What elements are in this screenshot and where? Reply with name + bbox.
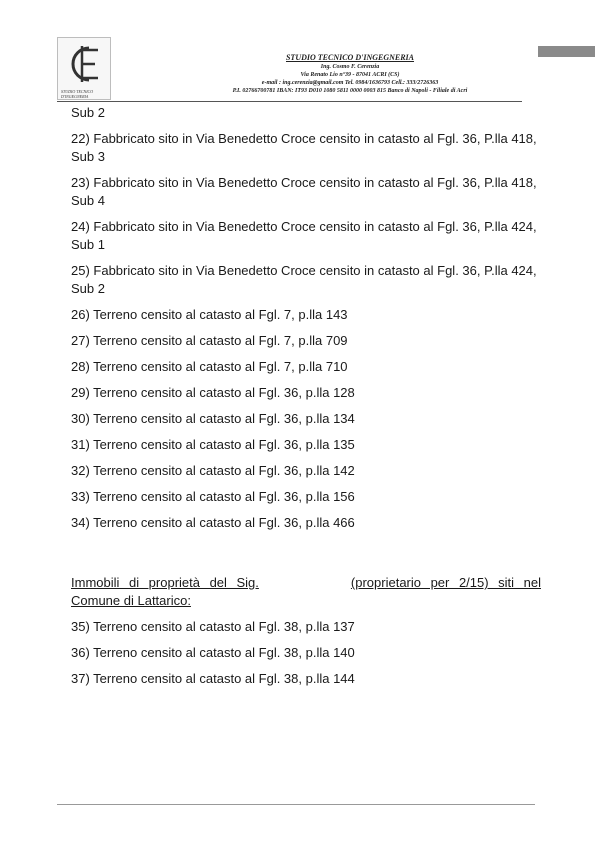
logo-caption-line-2: D'INGEGNERIA — [61, 93, 89, 99]
studio-title: STUDIO TECNICO D'INGEGNERIA — [285, 53, 415, 62]
list-item: 34) Terreno censito al catasto al Fgl. 36, p.lla 466 — [71, 515, 355, 530]
studio-fiscal-info: P.I. 02766700781 IBAN: IT93 D010 1080 5811 0000 0003 815 Banco di Napoli - Filiale di Acri — [232, 88, 468, 94]
list-item: 23) Fabbricato sito in Via Benedetto Croce censito in catasto al Fgl. 36, P.lla 418, Sub 4 — [71, 175, 537, 208]
list-item: 27) Terreno censito al catasto al Fgl. 7, p.lla 709 — [71, 333, 348, 348]
section-heading-part-3: Comune di Lattarico: — [71, 593, 191, 608]
list-item: 35) Terreno censito al catasto al Fgl. 38, p.lla 137 — [71, 619, 355, 634]
logo-caption-line-1: STUDIO TECNICO — [61, 89, 94, 94]
list-item: 32) Terreno censito al catasto al Fgl. 36, p.lla 142 — [71, 463, 355, 478]
list-item: 25) Fabbricato sito in Via Benedetto Croce censito in catasto al Fgl. 36, P.lla 424, Sub 2 — [71, 263, 537, 296]
list-item: 26) Terreno censito al catasto al Fgl. 7, p.lla 143 — [71, 307, 348, 322]
list-item: 29) Terreno censito al catasto al Fgl. 36, p.lla 128 — [71, 385, 355, 400]
section-spacer — [71, 540, 541, 574]
continuation-text: Sub 2 — [71, 105, 105, 120]
list-item: 31) Terreno censito al catasto al Fgl. 36, p.lla 135 — [71, 437, 355, 452]
studio-logo — [57, 37, 111, 100]
list-item: 22) Fabbricato sito in Via Benedetto Croce censito in catasto al Fgl. 36, P.lla 418, Sub 3 — [71, 131, 537, 164]
list-item: 28) Terreno censito al catasto al Fgl. 7, p.lla 710 — [71, 359, 348, 374]
section-heading-part-1: Immobili di proprietà del Sig. — [71, 575, 259, 590]
section-heading-part-2: (proprietario per 2/15) siti nel — [350, 575, 541, 590]
logo-caption — [61, 90, 109, 99]
footer-divider — [57, 804, 535, 805]
logo-monogram-icon — [62, 42, 108, 86]
letterhead — [160, 52, 540, 95]
studio-address: Via Renato Lio n°39 - 87041 ACRI (CS) — [300, 72, 400, 78]
list-item: 37) Terreno censito al catasto al Fgl. 38, p.lla 144 — [71, 671, 355, 686]
section-heading — [71, 574, 541, 610]
engineer-name: Ing. Cosmo F. Cerenzia — [320, 64, 380, 70]
list-item: 24) Fabbricato sito in Via Benedetto Croce censito in catasto al Fgl. 36, P.lla 424, Sub 1 — [71, 219, 537, 252]
list-item: 30) Terreno censito al catasto al Fgl. 36, p.lla 134 — [71, 411, 355, 426]
header-divider — [57, 101, 522, 102]
list-item: 33) Terreno censito al catasto al Fgl. 36, p.lla 156 — [71, 489, 355, 504]
list-item: 36) Terreno censito al catasto al Fgl. 38, p.lla 140 — [71, 645, 355, 660]
document-body — [71, 104, 541, 696]
studio-contacts: e-mail : ing.cerenzia@gmail.com Tel. 0984/1636793 Cell.: 333/2726363 — [261, 80, 439, 86]
side-marker-bar — [538, 46, 595, 57]
